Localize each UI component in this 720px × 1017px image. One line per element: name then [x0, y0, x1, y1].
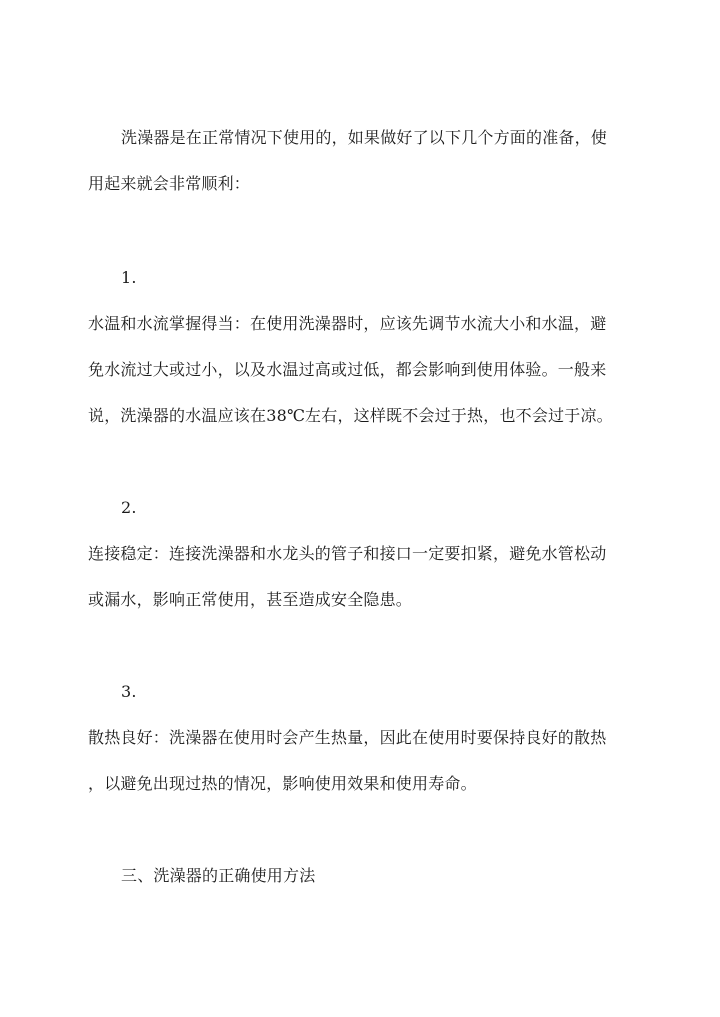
item-2-line-2: 或漏水，影响正常使用，甚至造成安全隐患。 [88, 590, 413, 609]
item-1-number: 1. [121, 268, 137, 287]
section-heading: 三、洗澡器的正确使用方法 [121, 866, 316, 885]
item-1-line-2: 免水流过大或过小，以及水温过高或过低，都会影响到使用体验。一般来 [88, 360, 607, 379]
item-2-line-1: 连接稳定：连接洗澡器和水龙头的管子和接口一定要扣紧，避免水管松动 [88, 544, 607, 563]
intro-line-2: 用起来就会非常顺利： [88, 174, 251, 193]
item-3-line-2: ，以避免出现过热的情况，影响使用效果和使用寿命。 [88, 774, 477, 793]
item-2-number: 2. [121, 498, 137, 517]
item-3-number: 3. [121, 682, 137, 701]
item-1-line-1: 水温和水流掌握得当：在使用洗澡器时，应该先调节水流大小和水温，避 [88, 314, 607, 333]
item-1-line-3: 说，洗澡器的水温应该在38℃左右，这样既不会过于热，也不会过于凉。 [88, 406, 613, 425]
intro-line-1: 洗澡器是在正常情况下使用的，如果做好了以下几个方面的准备，使 [121, 128, 608, 147]
item-3-line-1: 散热良好：洗澡器在使用时会产生热量，因此在使用时要保持良好的散热 [88, 728, 607, 747]
